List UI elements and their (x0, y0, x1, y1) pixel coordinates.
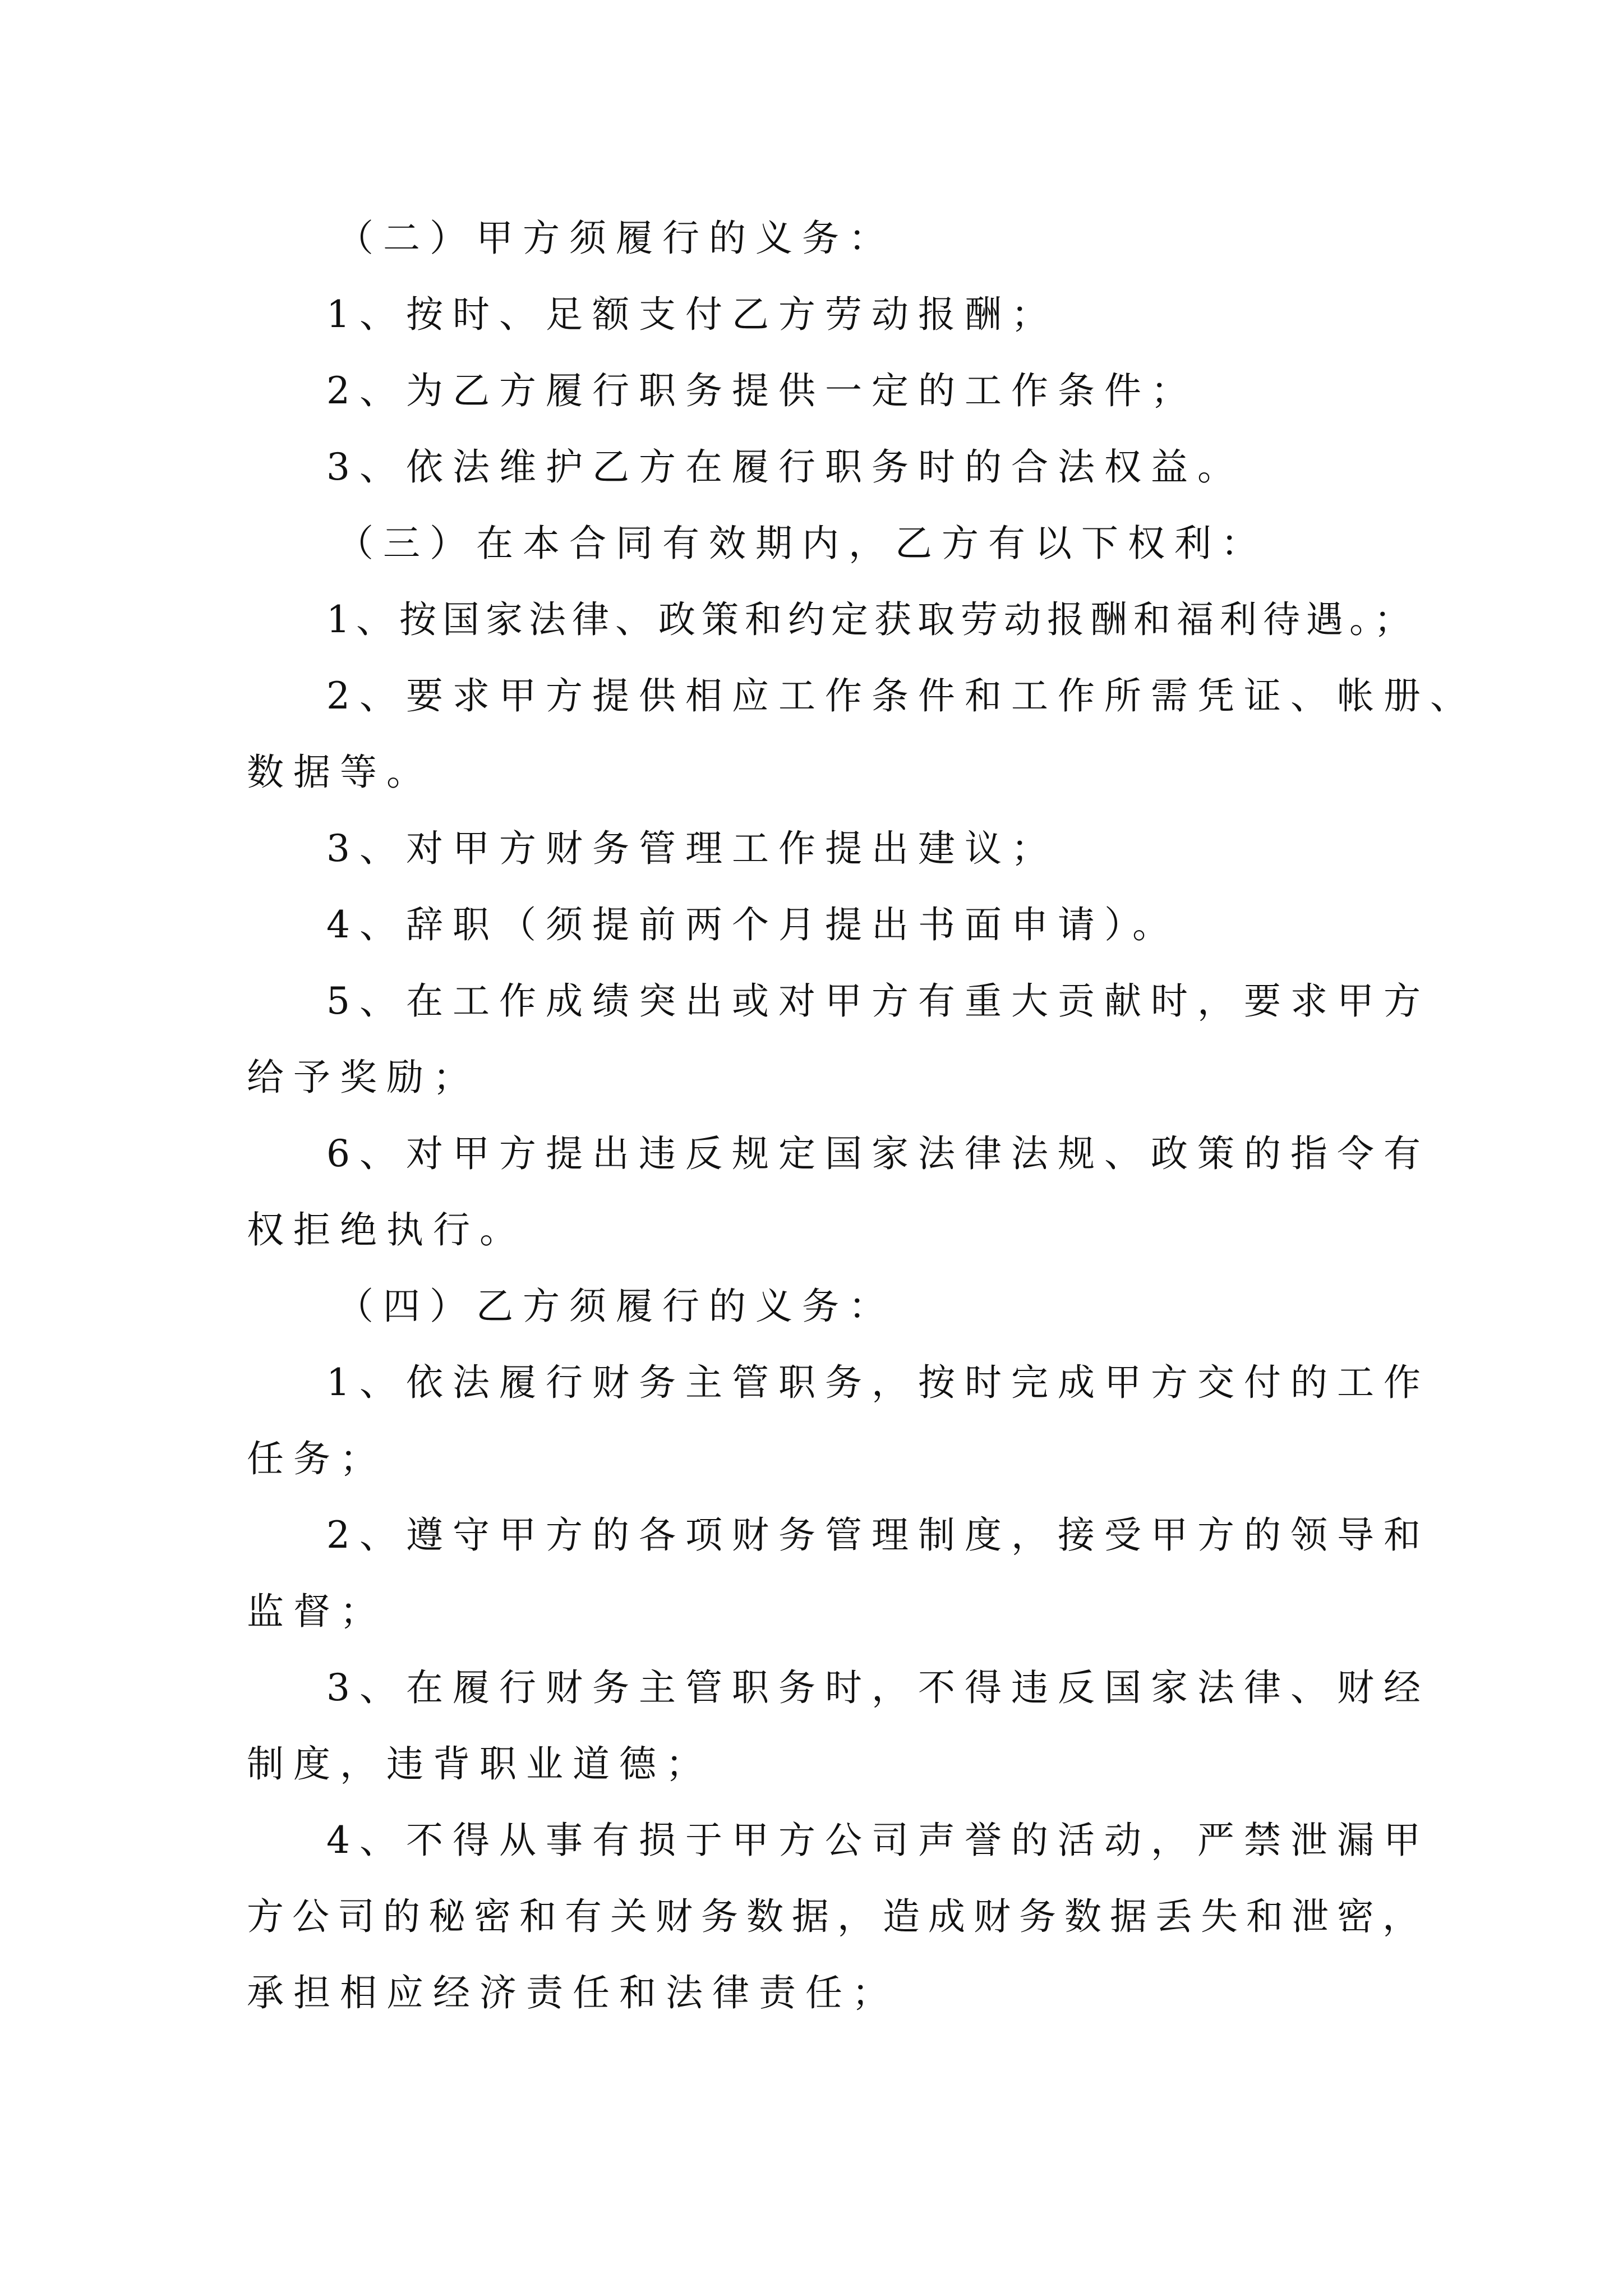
paragraph-line: 3、在履行财务主管职务时，不得违反国家法律、财经 (326, 1666, 1430, 1709)
paragraph-line: 数据等。 (247, 751, 433, 794)
paragraph-line: 2、为乙方履行职务提供一定的工作条件； (326, 369, 1197, 412)
paragraph-line: 6、对甲方提出违反规定国家法律法规、政策的指令有 (326, 1132, 1430, 1175)
paragraph-line: 3、对甲方财务管理工作提出建议； (326, 827, 1058, 870)
paragraph-line: 5、在工作成绩突出或对甲方有重大贡献时，要求甲方 (326, 979, 1430, 1023)
paragraph-line: 任务； (247, 1437, 386, 1480)
paragraph-line: 权拒绝执行。 (247, 1208, 526, 1251)
paragraph-line: 监督； (247, 1590, 386, 1633)
paragraph-line: 制度，违背职业道德； (247, 1742, 712, 1786)
paragraph-line: 4、辞职（须提前两个月提出书面申请）。 (326, 903, 1179, 946)
section-heading-party-b-obligations: （四）乙方须履行的义务： (336, 1285, 895, 1328)
paragraph-line: 方公司的秘密和有关财务数据，造成财务数据丢失和泄密， (247, 1895, 1428, 1938)
section-heading-party-b-rights: （三）在本合同有效期内，乙方有以下权利： (336, 522, 1267, 565)
paragraph-line: 3、依法维护乙方在履行职务时的合法权益。 (326, 445, 1244, 489)
paragraph-line: 承担相应经济责任和法律责任； (247, 1971, 898, 2014)
paragraph-line: 4、不得从事有损于甲方公司声誉的活动，严禁泄漏甲 (326, 1819, 1430, 1862)
paragraph-line: 1、按时、足额支付乙方劳动报酬； (326, 293, 1058, 336)
paragraph-line: 1、按国家法律、政策和约定获取劳动报酬和福利待遇。； (326, 598, 1417, 641)
paragraph-line: 1、依法履行财务主管职务，按时完成甲方交付的工作 (326, 1361, 1430, 1404)
paragraph-line: 给予奖励； (247, 1056, 479, 1099)
section-heading-party-a-obligations: （二）甲方须履行的义务： (336, 217, 895, 260)
paragraph-line: 2、要求甲方提供相应工作条件和工作所需凭证、帐册、 (326, 674, 1477, 717)
paragraph-line: 2、遵守甲方的各项财务管理制度，接受甲方的领导和 (326, 1513, 1430, 1557)
